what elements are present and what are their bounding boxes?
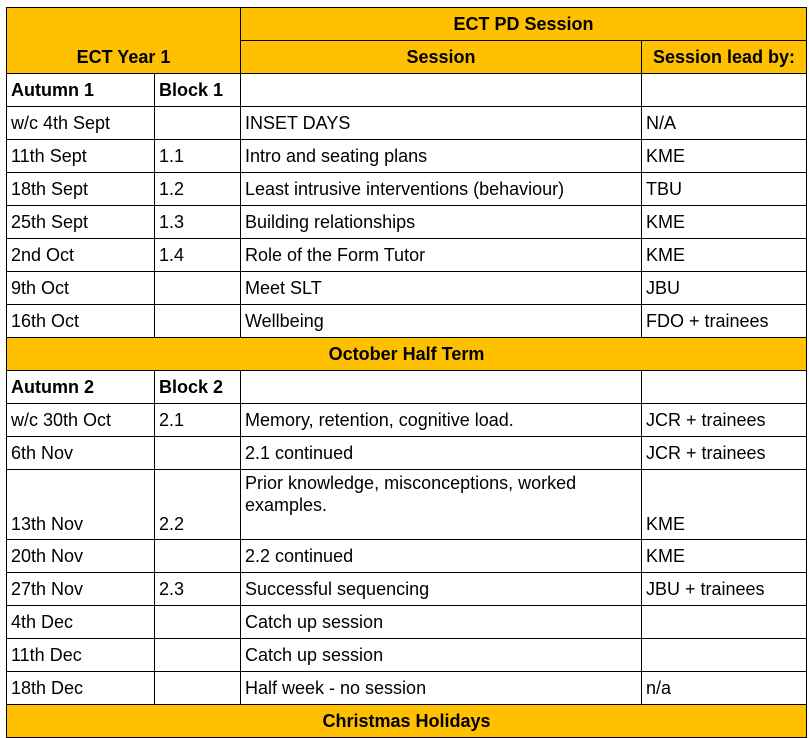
date-cell: 16th Oct <box>7 305 155 338</box>
session-cell: Least intrusive interventions (behaviour) <box>241 173 642 206</box>
table-row <box>7 573 807 606</box>
session-cell: Building relationships <box>241 206 642 239</box>
block-cell: 2.2 <box>155 470 241 540</box>
autumn1-subheader-row <box>7 74 807 107</box>
table-row <box>7 173 807 206</box>
session-header: Session <box>241 41 642 74</box>
block-cell: 1.3 <box>155 206 241 239</box>
date-cell: w/c 30th Oct <box>7 404 155 437</box>
half-term-row <box>7 338 807 371</box>
table-row <box>7 272 807 305</box>
session-cell: Catch up session <box>241 606 642 639</box>
empty-cell <box>642 74 807 107</box>
lead-cell: FDO + trainees <box>642 305 807 338</box>
table-row <box>7 672 807 705</box>
date-cell: 11th Sept <box>7 140 155 173</box>
christmas-holidays-banner: Christmas Holidays <box>7 705 807 738</box>
block-cell: 1.4 <box>155 239 241 272</box>
autumn1-block-label: Block 1 <box>155 74 241 107</box>
table-row <box>7 305 807 338</box>
block-cell <box>155 305 241 338</box>
block-cell: 2.3 <box>155 573 241 606</box>
autumn2-term-label: Autumn 2 <box>7 371 155 404</box>
lead-cell: n/a <box>642 672 807 705</box>
block-cell <box>155 672 241 705</box>
table-row <box>7 437 807 470</box>
lead-cell: KME <box>642 540 807 573</box>
lead-cell: JBU + trainees <box>642 573 807 606</box>
lead-cell: N/A <box>642 107 807 140</box>
table-row <box>7 540 807 573</box>
date-cell: 18th Dec <box>7 672 155 705</box>
table-row <box>7 404 807 437</box>
date-cell: 2nd Oct <box>7 239 155 272</box>
date-cell: 13th Nov <box>7 470 155 540</box>
date-cell: 18th Sept <box>7 173 155 206</box>
christmas-row <box>7 705 807 738</box>
autumn2-subheader-row <box>7 371 807 404</box>
date-cell: 20th Nov <box>7 540 155 573</box>
lead-cell: JCR + trainees <box>642 437 807 470</box>
header-row-1 <box>7 8 807 41</box>
empty-cell <box>241 371 642 404</box>
empty-cell <box>241 74 642 107</box>
block-cell <box>155 272 241 305</box>
table-row <box>7 107 807 140</box>
lead-cell: KME <box>642 239 807 272</box>
table-row <box>7 639 807 672</box>
block-cell <box>155 639 241 672</box>
date-cell: 27th Nov <box>7 573 155 606</box>
table-row <box>7 239 807 272</box>
autumn2-block-label: Block 2 <box>155 371 241 404</box>
empty-cell <box>642 371 807 404</box>
session-cell: Meet SLT <box>241 272 642 305</box>
block-cell <box>155 107 241 140</box>
block-cell: 2.1 <box>155 404 241 437</box>
lead-cell <box>642 639 807 672</box>
session-cell: Half week - no session <box>241 672 642 705</box>
lead-cell: KME <box>642 206 807 239</box>
block-cell <box>155 437 241 470</box>
session-cell: Wellbeing <box>241 305 642 338</box>
date-cell: 11th Dec <box>7 639 155 672</box>
lead-header: Session lead by: <box>642 41 807 74</box>
lead-cell: KME <box>642 470 807 540</box>
pd-session-header: ECT PD Session <box>241 8 807 41</box>
block-cell <box>155 606 241 639</box>
ect-schedule-table <box>6 7 807 738</box>
session-cell: Prior knowledge, misconceptions, worked examples. <box>241 470 642 540</box>
session-cell: INSET DAYS <box>241 107 642 140</box>
session-cell: Successful sequencing <box>241 573 642 606</box>
session-cell: 2.1 continued <box>241 437 642 470</box>
table-row <box>7 140 807 173</box>
date-cell: 9th Oct <box>7 272 155 305</box>
lead-cell <box>642 606 807 639</box>
session-cell: Role of the Form Tutor <box>241 239 642 272</box>
table-row <box>7 470 807 540</box>
lead-cell: JBU <box>642 272 807 305</box>
block-cell: 1.2 <box>155 173 241 206</box>
table-row <box>7 206 807 239</box>
lead-cell: JCR + trainees <box>642 404 807 437</box>
block-cell <box>155 540 241 573</box>
october-half-term-banner: October Half Term <box>7 338 807 371</box>
session-cell: 2.2 continued <box>241 540 642 573</box>
table-row <box>7 606 807 639</box>
session-cell: Intro and seating plans <box>241 140 642 173</box>
autumn1-term-label: Autumn 1 <box>7 74 155 107</box>
ect-year-header: ECT Year 1 <box>7 8 241 74</box>
date-cell: 6th Nov <box>7 437 155 470</box>
lead-cell: KME <box>642 140 807 173</box>
block-cell: 1.1 <box>155 140 241 173</box>
date-cell: 4th Dec <box>7 606 155 639</box>
schedule-wrapper <box>6 7 807 738</box>
date-cell: 25th Sept <box>7 206 155 239</box>
session-cell: Memory, retention, cognitive load. <box>241 404 642 437</box>
session-cell: Catch up session <box>241 639 642 672</box>
date-cell: w/c 4th Sept <box>7 107 155 140</box>
lead-cell: TBU <box>642 173 807 206</box>
